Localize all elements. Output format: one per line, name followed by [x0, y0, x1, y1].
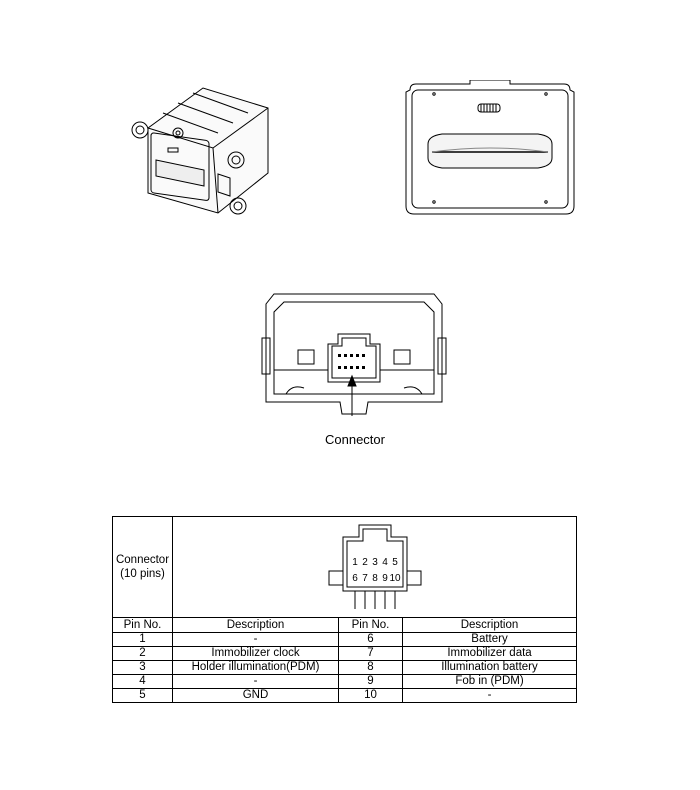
table-row: [113, 689, 577, 703]
pin-description: Immobilizer data: [403, 647, 577, 661]
connector-pinout-diagram: [315, 519, 435, 615]
pin-number: 4: [113, 675, 173, 689]
pin-label-top: 2: [361, 557, 368, 568]
pin-description: Holder illumination(PDM): [173, 661, 339, 675]
pin-description: Battery: [403, 633, 577, 647]
pin-description: Immobilizer clock: [173, 647, 339, 661]
pin-description: -: [403, 689, 577, 703]
connector-label-cell: [113, 517, 173, 618]
pin-number: 7: [339, 647, 403, 661]
connector-caption: Connector: [325, 432, 385, 447]
pin-number: 9: [339, 675, 403, 689]
connector-diagram-cell: [173, 517, 577, 618]
pin-label-top: 1: [351, 557, 358, 568]
pin-labels-top: [352, 557, 398, 568]
table-row: [113, 661, 577, 675]
connector-label: Connector: [115, 554, 170, 566]
pin-description: -: [173, 633, 339, 647]
pin-number: 1: [113, 633, 173, 647]
pin-description: -: [173, 675, 339, 689]
pin-number: 10: [339, 689, 403, 703]
header-description-right: Description: [403, 618, 577, 633]
pin-label-bottom: 6: [351, 573, 358, 584]
header-pin-no-right: Pin No.: [339, 618, 403, 633]
holder-rear-view: [258, 290, 450, 416]
table-row: [113, 633, 577, 647]
pin-label-bottom: 7: [361, 573, 368, 584]
pin-label-top: 4: [381, 557, 388, 568]
holder-isometric-view: [118, 78, 278, 223]
pin-number: 5: [113, 689, 173, 703]
table-header-row: [113, 618, 577, 633]
pin-number: 2: [113, 647, 173, 661]
pin-number: 8: [339, 661, 403, 675]
connector-pin-table: [112, 516, 577, 703]
pin-number: 6: [339, 633, 403, 647]
pin-label-top: 5: [391, 557, 398, 568]
header-pin-no-left: Pin No.: [113, 618, 173, 633]
pin-number: 3: [113, 661, 173, 675]
pin-label-bottom: 8: [371, 573, 378, 584]
pin-description: Fob in (PDM): [403, 675, 577, 689]
connector-pin-count: (10 pins): [120, 568, 165, 580]
pin-label-bottom: 9: [381, 573, 388, 584]
holder-front-view: [402, 80, 578, 216]
header-description-left: Description: [173, 618, 339, 633]
pin-label-bottom: 10: [388, 573, 401, 584]
table-row: [113, 675, 577, 689]
table-row: [113, 647, 577, 661]
connector-diagram-row: [113, 517, 577, 618]
pin-description: GND: [173, 689, 339, 703]
pin-description: Illumination battery: [403, 661, 577, 675]
pin-labels-bottom: [352, 573, 401, 584]
pin-label-top: 3: [371, 557, 378, 568]
